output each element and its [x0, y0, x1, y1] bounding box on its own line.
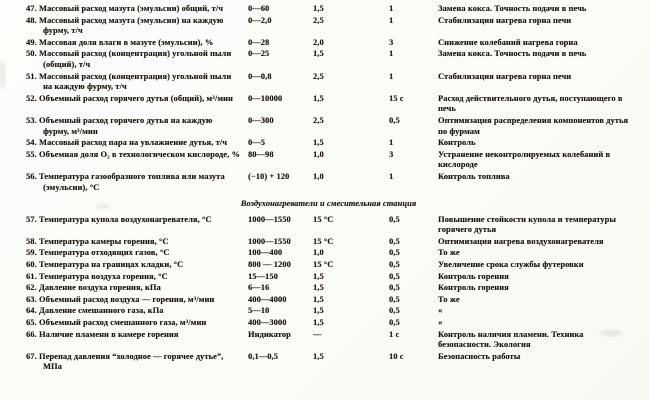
row-number: 51.	[26, 71, 37, 81]
measurement-range: (−10) + 120	[248, 171, 290, 181]
parameter-name	[26, 138, 248, 149]
measurement-range: 100—400	[248, 248, 283, 258]
parameter-name	[26, 283, 248, 294]
measurement-range: 0—25	[248, 49, 270, 59]
parameter-name-text: Давление воздуха горения, кПа	[38, 283, 161, 293]
interval-value: 0,5	[389, 214, 400, 224]
parameter-name	[26, 237, 248, 248]
purpose-text: То же	[438, 248, 460, 258]
parameter-name	[26, 330, 248, 351]
row-number: 61.	[26, 271, 37, 281]
measurement-range: 15—150	[248, 271, 278, 281]
purpose-text: Увеличение срока службы футеровки	[438, 260, 584, 270]
row-number: 53.	[26, 115, 37, 125]
interval-value: 1	[389, 138, 394, 148]
measurement-range: 5—10	[248, 306, 270, 316]
section-header: Воздухонагреватели и смесительная станция	[240, 199, 417, 209]
purpose-text: Контроль топлива	[438, 171, 510, 181]
interval-value: 15 с	[389, 93, 404, 103]
table-row	[26, 138, 643, 149]
purpose-text: То же	[438, 294, 460, 304]
interval-value: 0,5	[389, 271, 400, 281]
measurement-range: 6—16	[248, 283, 270, 293]
purpose-text: Оптимизация нагрева воздухонагревателя	[438, 236, 604, 246]
parameter-name-text: Давление смешанного газа, кПа	[38, 306, 164, 316]
parameter-name-text: Массовый расход мазута (эмульсии) общий, т/ч	[38, 4, 224, 13]
table-row	[26, 306, 643, 317]
table-row	[26, 318, 643, 329]
measurement-range: 0—10000	[248, 93, 283, 103]
parameter-name-text: Температура газообразного топлива или мазута (эмульсии), °С	[38, 171, 225, 192]
parameter-name	[26, 248, 248, 259]
measurement-range: 800 — 1200	[248, 260, 291, 270]
parameter-name	[26, 306, 248, 317]
purpose-text: «	[438, 306, 443, 316]
measurement-range: 1000—1550	[248, 236, 291, 246]
measurement-range: 80—98	[248, 149, 274, 159]
parameter-name-text: Перепад давления “холодное — горячее дутье”, МПа	[38, 351, 224, 372]
parameter-name	[26, 215, 248, 236]
table-row	[26, 283, 643, 294]
parameter-name-text: Объемный расход горячего дутья на каждую фурму, м³/мин	[38, 115, 213, 136]
row-number: 48.	[26, 15, 37, 25]
purpose-text: Контроль наличия пламени. Техника безопасности. Экология	[438, 329, 584, 350]
parameter-name-text: Температура камеры горения, °С	[38, 236, 169, 246]
row-number: 56.	[26, 171, 37, 181]
accuracy-value: 1,5	[313, 318, 324, 328]
accuracy-value: 1,5	[313, 306, 324, 316]
parameter-name-text: Массовый расход пара на увлажнение дутья, т/ч	[38, 138, 228, 148]
accuracy-value: 1,5	[313, 93, 324, 103]
accuracy-value: 15 °С	[313, 260, 334, 270]
accuracy-value: 2,5	[313, 115, 324, 125]
parameter-name	[26, 172, 248, 193]
parameter-name-text: Массовый расход мазута (эмульсии) на каждую фурму, т/ч	[38, 15, 224, 36]
table-row	[26, 16, 643, 37]
purpose-text: Оптимизация распределения компонентов дутья по фурмам	[438, 115, 629, 136]
interval-value: 1	[389, 49, 394, 59]
interval-value: 1	[389, 15, 394, 25]
measurement-range: 0—0,8	[248, 71, 272, 81]
parameter-name	[26, 4, 248, 15]
interval-value: 0,5	[389, 115, 400, 125]
accuracy-value: 1,0	[313, 149, 324, 159]
row-number: 66.	[26, 329, 37, 339]
accuracy-value: 2,0	[313, 37, 324, 47]
parameter-name-text: Массовая доля влаги в мазуте (эмульсии), %	[38, 37, 214, 47]
row-number: 60.	[26, 260, 37, 270]
interval-value: 3	[389, 149, 394, 159]
accuracy-value: 1,5	[313, 351, 324, 361]
table-row	[26, 272, 643, 283]
interval-value: 0,5	[389, 248, 400, 258]
measurement-range: 1000—1550	[248, 214, 291, 224]
measurement-range: 0,1—0,5	[248, 351, 279, 361]
interval-value: 1	[389, 71, 394, 81]
measurement-range: 400—4000	[248, 294, 287, 304]
row-number: 47.	[26, 4, 37, 13]
parameter-name-text: Объемный расход смешанного газа, м³/мин	[38, 318, 207, 328]
accuracy-value: 1,0	[313, 171, 324, 181]
parameter-name-text: Температура на границах кладки, °С	[38, 260, 184, 270]
accuracy-value: 1,5	[313, 294, 324, 304]
parameter-name	[26, 94, 248, 115]
parameter-name	[26, 38, 248, 49]
parameters-table	[26, 4, 643, 373]
parameter-name	[26, 352, 248, 373]
table-row	[26, 260, 643, 271]
interval-value: 3	[389, 37, 394, 47]
measurement-range: Индикатор	[248, 329, 291, 339]
accuracy-value: 15 °С	[313, 236, 334, 246]
parameter-name	[26, 260, 248, 271]
table-row	[26, 150, 643, 171]
parameter-name-text: Массовый расход (концентрация) угольной пыли на каждую фурму, т/ч	[38, 71, 232, 92]
table-row	[26, 352, 643, 373]
purpose-text: Снижение колебаний нагрева горна	[438, 37, 578, 47]
parameter-name	[26, 116, 248, 137]
parameter-name-text: Температура купола воздухонагревателя, °С	[38, 214, 212, 224]
table-row	[26, 49, 643, 70]
row-number: 65.	[26, 318, 37, 328]
measurement-range: 0—28	[248, 37, 270, 47]
purpose-text: Повышение стойкости купола и температуры горячего дутья	[438, 214, 616, 235]
parameter-name-text: Наличие пламени в камере горения	[38, 329, 179, 339]
table-row	[26, 72, 643, 93]
measurement-range: 0—60	[248, 4, 270, 13]
table-row	[26, 215, 643, 236]
accuracy-value: 2,5	[313, 15, 324, 25]
interval-value: 1	[389, 171, 394, 181]
row-number: 52.	[26, 93, 37, 103]
accuracy-value: 1,5	[313, 4, 324, 13]
table-row	[26, 116, 643, 137]
row-number: 57.	[26, 214, 37, 224]
purpose-text: Контроль горения	[438, 283, 509, 293]
row-number: 49.	[26, 37, 37, 47]
parameter-name-text: Температура отходящих газов, °С	[38, 248, 170, 258]
purpose-text: Расход действительного дутья, поступающего в печь	[438, 93, 623, 114]
scan-smudge	[600, 330, 622, 336]
interval-value: 0,5	[389, 260, 400, 270]
parameter-name	[26, 318, 248, 329]
table-row	[26, 295, 643, 306]
parameter-name-text: Массовый расход (концентрация) угольной пыли (общий), т/ч	[38, 49, 232, 69]
parameter-name	[26, 272, 248, 283]
measurement-range: 0—300	[248, 115, 274, 125]
purpose-text: Контроль	[438, 138, 476, 148]
parameter-name-text: Объемная доля О₂ в технологическом кислороде, %	[38, 149, 240, 159]
row-number: 58.	[26, 236, 37, 246]
accuracy-value: 1,0	[313, 248, 324, 258]
table-row	[26, 248, 643, 259]
accuracy-value: 15 °С	[313, 214, 334, 224]
purpose-text: Замена кокса. Точность подачи в печь	[438, 4, 587, 13]
purpose-text: Стабилизация нагрева горна печи	[438, 71, 572, 81]
interval-value: 1	[389, 4, 394, 13]
row-number: 59.	[26, 248, 37, 258]
purpose-text: Замена кокса. Точность подачи в печь	[438, 49, 587, 59]
parameter-name	[26, 150, 248, 171]
accuracy-value: 1,5	[313, 271, 324, 281]
table-row	[26, 237, 643, 248]
interval-value: 1 с	[389, 329, 400, 339]
row-number: 55.	[26, 149, 37, 159]
purpose-text: Безопасность работы	[438, 351, 521, 361]
interval-value: 0,5	[389, 294, 400, 304]
interval-value: 0,5	[389, 236, 400, 246]
scan-smudge	[0, 60, 5, 90]
interval-value: 0,5	[389, 306, 400, 316]
parameter-name-text: Температура воздуха горения, °С	[38, 271, 168, 281]
accuracy-value: —	[313, 329, 322, 339]
parameter-name	[26, 72, 248, 93]
row-number: 64.	[26, 306, 37, 316]
measurement-range: 400—3000	[248, 318, 287, 328]
purpose-text: Стабилизация нагрева горна печи	[438, 15, 572, 25]
parameter-name	[26, 16, 248, 37]
parameter-name-text: Объемный расход горячего дутья (общий), м³/мин	[38, 93, 233, 103]
parameter-name	[26, 295, 248, 306]
interval-value: 10 с	[389, 351, 404, 361]
row-number: 62.	[26, 283, 37, 293]
purpose-text: Устранение неконтролируемых колебаний в кислороде	[438, 149, 611, 170]
parameter-name	[26, 49, 248, 70]
interval-value: 0,5	[389, 318, 400, 328]
purpose-text: Контроль горения	[438, 271, 509, 281]
row-number: 54.	[26, 138, 37, 148]
purpose-text: «	[438, 318, 443, 328]
accuracy-value: 2,5	[313, 71, 324, 81]
measurement-range: 0—5	[248, 138, 266, 148]
scan-smudge	[96, 204, 110, 209]
accuracy-value: 1,5	[313, 49, 324, 59]
interval-value: 0,5	[389, 283, 400, 293]
table-row	[26, 94, 643, 115]
accuracy-value: 1,5	[313, 138, 324, 148]
measurement-range: 0—2,0	[248, 15, 272, 25]
accuracy-value: 1,5	[313, 283, 324, 293]
parameter-name-text: Объемный расход воздуха — горения, м³/мин	[38, 294, 215, 304]
row-number: 63.	[26, 294, 37, 304]
table-row	[26, 4, 643, 15]
table-row	[26, 330, 643, 351]
table-row	[26, 172, 643, 193]
table-row	[26, 38, 643, 49]
row-number: 67.	[26, 351, 37, 361]
row-number: 50.	[26, 49, 37, 59]
